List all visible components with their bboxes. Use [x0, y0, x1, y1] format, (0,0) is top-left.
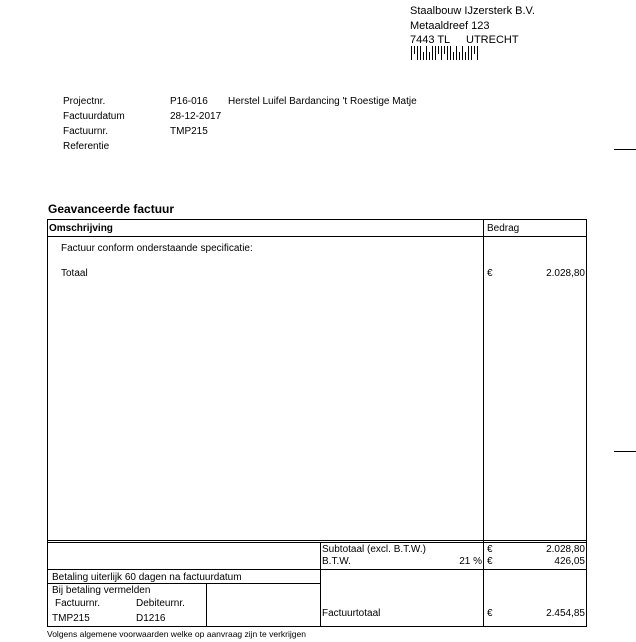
barcode-bar [471, 46, 472, 60]
payment-terms-border [47, 583, 320, 584]
btw-value: 426,05 [554, 556, 585, 567]
payment-debiteurnr-label: Debiteurnr. [136, 598, 185, 609]
barcode-bar [429, 52, 430, 60]
barcode-bar [441, 46, 442, 60]
barcode-bar [465, 52, 466, 60]
subtotal-currency: € [487, 544, 493, 555]
factuurnr-value: TMP215 [170, 126, 208, 137]
payment-mention: Bij betaling vermelden [52, 585, 151, 596]
payment-factuurnr-label: Factuurnr. [55, 598, 101, 609]
factuurdatum-value: 28-12-2017 [170, 111, 222, 122]
barcode-bar [453, 52, 454, 60]
barcode-bar [462, 46, 463, 60]
grand-total-label: Factuurtotaal [322, 608, 381, 619]
subtotal-value: 2.028,80 [546, 544, 585, 555]
footer-note: Volgens algemene voorwaarden welke op aanvraag zijn te verkrijgen [47, 629, 306, 639]
company-postcode: 7443 TL [410, 34, 451, 46]
barcode-bar [417, 46, 418, 60]
barcode-bar [435, 46, 436, 60]
barcode-bar [423, 52, 424, 60]
subtotal-label: Subtotaal (excl. B.T.W.) [322, 544, 426, 555]
barcode-bar [426, 46, 427, 60]
total-value: 2.028,80 [546, 268, 585, 279]
company-city: UTRECHT [466, 34, 519, 46]
barcode-bar [438, 46, 439, 54]
specification-text: Factuur conform onderstaande specificatie: [61, 243, 253, 254]
barcode-bar [474, 46, 475, 54]
barcode-bar [468, 46, 469, 60]
factuurdatum-label: Factuurdatum [63, 111, 125, 122]
table-header-border [47, 236, 587, 237]
company-name: Staalbouw IJzersterk B.V. [410, 5, 535, 17]
project-description: Herstel Luifel Bardancing 't Roestige Matje [228, 96, 417, 107]
barcode-bar [459, 52, 460, 60]
column-header-description: Omschrijving [49, 223, 113, 234]
barcode-bar [420, 46, 421, 60]
btw-currency: € [487, 556, 493, 567]
fold-mark-bottom [614, 451, 636, 452]
company-street: Metaaldreef 123 [410, 20, 490, 32]
barcode-bar [432, 46, 433, 60]
fold-mark-top [614, 149, 636, 150]
total-label: Totaal [61, 268, 88, 279]
postal-barcode [411, 46, 478, 60]
summary-top-border-2 [47, 542, 587, 543]
summary-top-border-1 [47, 540, 587, 541]
barcode-bar [444, 46, 445, 54]
table-top-border [47, 219, 587, 220]
payment-terms: Betaling uiterlijk 60 dagen na factuurdatum [52, 572, 242, 583]
grand-total-currency: € [487, 608, 493, 619]
summary-mid-border [47, 569, 587, 570]
referentie-label: Referentie [63, 141, 110, 152]
barcode-bar [447, 46, 448, 60]
btw-label: B.T.W. [322, 556, 351, 567]
payment-box-divider [206, 583, 207, 627]
barcode-bar [477, 46, 478, 60]
invoice-title: Geavanceerde factuur [48, 202, 175, 216]
summary-label-divider [320, 542, 321, 627]
table-left-border [47, 219, 48, 627]
projectnr-value: P16-016 [170, 96, 208, 107]
barcode-bar [450, 46, 451, 60]
table-column-divider [483, 219, 484, 627]
barcode-bar [411, 46, 412, 60]
payment-debiteurnr-value: D1216 [136, 613, 166, 624]
table-right-border [586, 219, 587, 627]
factuurnr-label: Factuurnr. [63, 126, 109, 137]
column-header-amount: Bedrag [487, 223, 520, 234]
btw-rate: 21 % [459, 556, 482, 567]
projectnr-label: Projectnr. [63, 96, 106, 107]
barcode-bar [456, 46, 457, 60]
table-bottom-border [47, 626, 587, 627]
barcode-bar [414, 46, 415, 54]
payment-factuurnr-value: TMP215 [52, 613, 90, 624]
grand-total-value: 2.454,85 [546, 608, 585, 619]
total-currency: € [487, 268, 493, 279]
